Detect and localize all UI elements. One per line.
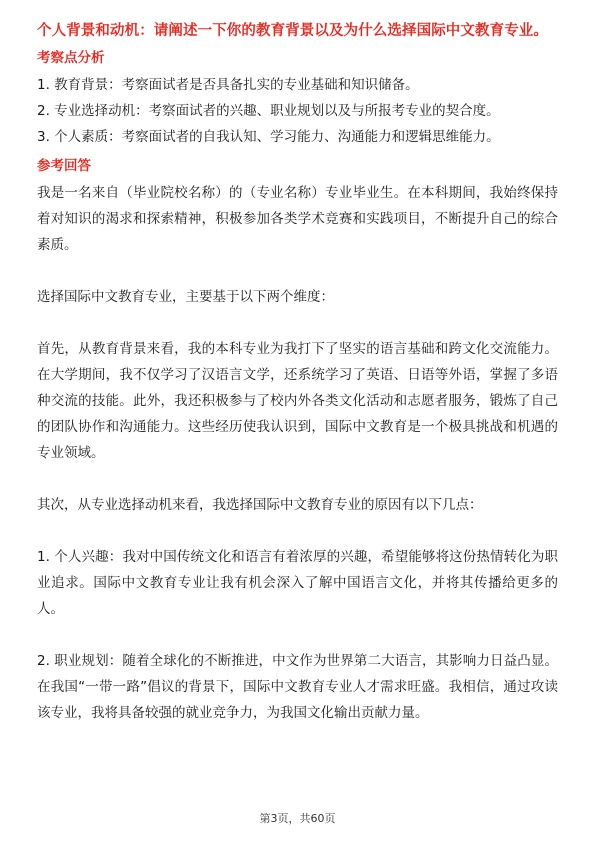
answer-title: 参考回答 — [37, 158, 91, 174]
analysis-point: 3. 个人素质：考察面试者的自我认知、学习能力、沟通能力和逻辑思维能力。 — [37, 129, 500, 145]
answer-paragraph: 我是一名来自（毕业院校名称）的（专业名称）专业毕业生。在本科期间，我始终保持着对知识的渴求和探索精神，积极参加各类学术竞赛和实践项目，不断提升自己的综合素质。 — [37, 185, 558, 253]
analysis-point: 2. 专业选择动机：考察面试者的兴趣、职业规划以及与所报考专业的契合度。 — [37, 103, 500, 119]
answer-paragraph: 1. 个人兴趣：我对中国传统文化和语言有着浓厚的兴趣，希望能够将这份热情转化为职业追求。国际中文教育专业让我有机会深入了解中国语言文化，并将其传播给更多的人。 — [37, 549, 558, 617]
analysis-title: 考察点分析 — [37, 50, 105, 66]
page-number-footer: 第3页，共60页 — [259, 812, 336, 825]
question-heading: 个人背景和动机：请阐述一下你的教育背景以及为什么选择国际中文教育专业。 — [37, 23, 548, 39]
analysis-point: 1. 教育背景：考察面试者是否具备扎实的专业基础和知识储备。 — [37, 77, 419, 93]
answer-paragraph: 选择国际中文教育专业，主要基于以下两个维度： — [37, 289, 334, 305]
answer-paragraph: 其次，从专业选择动机来看，我选择国际中文教育专业的原因有以下几点： — [37, 497, 483, 513]
answer-paragraph: 2. 职业规划：随着全球化的不断推进，中文作为世界第二大语言，其影响力日益凸显。在我国“一带一路”倡议的背景下，国际中文教育专业人才需求旺盛。我相信，通过攻读该专业，我将具备较强的就业竞争力，为我国文化输出贡献力量。 — [37, 653, 558, 721]
answer-paragraph: 首先，从教育背景来看，我的本科专业为我打下了坚实的语言基础和跨文化交流能力。在大学期间，我不仅学习了汉语言文学，还系统学习了英语、日语等外语，掌握了多语种交流的技能。此外，我还积极参与了校内外各类文化活动和志愿者服务，锻炼了自己的团队协作和沟通能力。这些经历使我认识到，国际中文教育是一个极具挑战和机遇的专业领域。 — [37, 341, 558, 461]
page-content — [37, 20, 558, 726]
